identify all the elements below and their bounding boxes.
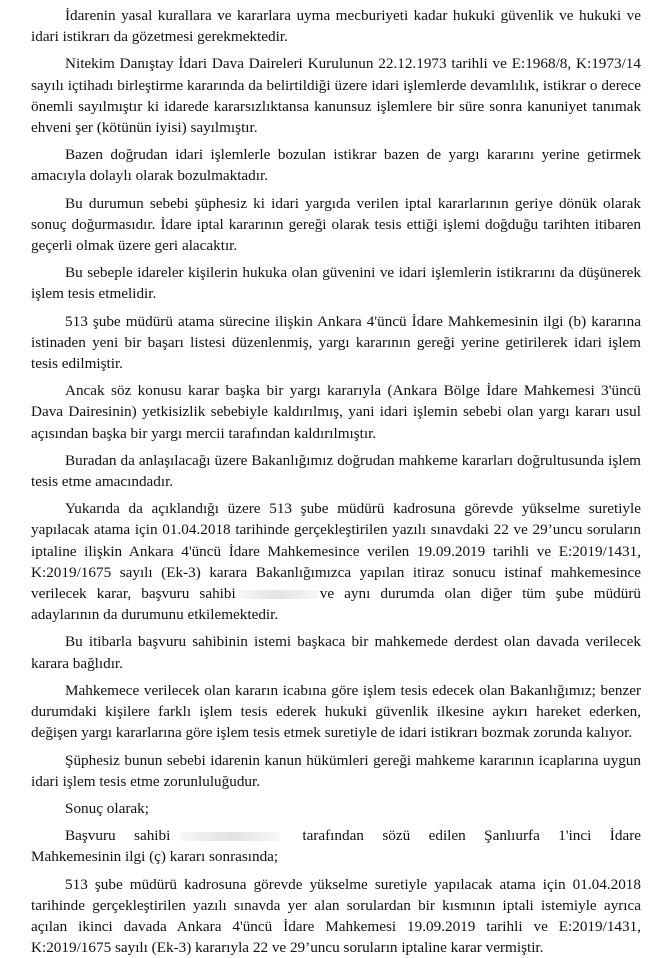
paragraph-11: Mahkemece verilecek olan kararın icabına göre işlem tesis edecek olan Bakanlığımız; benzer durumdaki kişilere farklı işlem tesis ederek hukuki güvenlik ilkesine aykırı hareket ederken, değişen yargı kararlarına göre işlem tesis etmek suretiyle de idari istikrarı bozmak zorunda kalıyor. <box>31 681 641 742</box>
paragraph-2: Nitekim Danıştay İdari Dava Daireleri Kurulunun 22.12.1973 tarihli ve E:1968/8, K:1973/14 sayılı içtihadı birleştirme kararında da belirtildiği üzere idari işlemlerde devamlılık, istikrar o derece önemli sayılmıştır ki idarede kararsızlıktansa kanunsuz işlemlere bir süre sonra kanuniyet tanımak ehveni şer (kötünün iyisi) sayılmıştır. <box>31 55 641 137</box>
redacted-name <box>180 832 280 841</box>
paragraph-15: 513 şube müdürü kadrosuna görevde yükselme suretiyle yapılacak atama için 01.04.2018 tarihinde gerçekleştirilen yazılı sınavda yer alan sorulardan bir kısmının iptali istemiyle ayrıca açılan ikinci davada Ankara 4'üncü İdare Mahkemesi 19.09.2019 tarihli ve E:2019/1431, K:2019/1675 sayılı (Ek-3) kararıyla 22 ve 29’uncu soruların iptaline karar vermiştir. <box>31 875 641 957</box>
paragraph-8: Buradan da anlaşılacağı üzere Bakanlığımız doğrudan mahkeme kararları doğrultusunda işlem tesis etme amacındadır. <box>31 451 641 491</box>
paragraph-4: Bu durumun sebebi şüphesiz ki idari yargıda verilen iptal kararlarının geriye dönük olarak sonuç doğurmasıdır. İdare iptal kararının gereği olarak tesis ettiği işlemi doğduğu tarihten itibaren geçerli olmak üzere geri alacaktır. <box>31 194 641 255</box>
paragraph-14-text-after: tarafından sözü edilen Şanlıurfa 1'inci İdare Mahkemesinin ilgi (ç) kararı sonrasında; <box>31 827 641 866</box>
paragraph-10: Bu itibarla başvuru sahibinin istemi başkaca bir mahkemede derdest olan davada verilecek karara bağlıdır. <box>31 633 641 672</box>
paragraph-13: Sonuç olarak; <box>65 799 149 817</box>
paragraph-9-text-before: Yukarıda da açıklandığı üzere 513 şube müdürü kadrosuna görevde yükselme suretiyle yapılacak atama için 01.04.2018 tarihinde gerçekleştirilen yazılı sınavdaki 22 ve 29’uncu soruların iptaline ilişkin Ankara 4'üncü İdare Mahkemesince verilen 19.09.2019 tarihli ve E:2019/1431, K:2019/1675 sayılı (Ek-3) karara Bakanlığımızca yapılan itiraz sonucu istinaf mahkemesince verilecek karar, başvuru sahibi <box>31 500 641 603</box>
paragraph-1: İdarenin yasal kurallara ve kararlara uyma mecburiyeti kadar hukuki güvenlik ve hukuki ve idari istikrarı da gözetmesi gerekmektedir. <box>31 7 641 46</box>
paragraph-7: Ancak söz konusu karar başka bir yargı kararıyla (Ankara Bölge İdare Mahkemesi 3'üncü Dava Dairesinin) yetkisizlik sebebiyle kaldırılmış, yani idari işlemin sebebi olan yargı kararı usul açısından başka bir yargı mercii tarafından kaldırılmıştır. <box>31 382 641 442</box>
paragraph-5: Bu sebeple idareler kişilerin hukuka olan güvenini ve idari işlemlerin istikrarını da düşünerek işlem tesis etmelidir. <box>31 264 641 303</box>
paragraph-9 <box>31 498 641 625</box>
paragraph-3: Bazen doğrudan idari işlemlerle bozulan istikrar bazen de yargı kararını yerine getirmek amacıyla dolaylı olarak bozulmaktadır. <box>31 146 641 185</box>
paragraph-14-text-before: Başvuru sahibi <box>65 827 171 845</box>
paragraph-9-text-after: ve aynı durumda olan diğer tüm şube müdürü adaylarının da durumunu etkilemektedir. <box>31 585 641 624</box>
paragraph-12: Şüphesiz bunun sebebi idarenin kanun hükümleri gereği mahkeme kararının icaplarına uygun idari işlem tesis etme zorunluluğudur. <box>31 751 641 790</box>
redacted-name <box>238 590 318 599</box>
paragraph-14 <box>31 825 641 867</box>
paragraph-6: 513 şube müdürü atama sürecine ilişkin Ankara 4'üncü İdare Mahkemesinin ilgi (b) kararına istinaden yeni bir başarı listesi düzenlenmiş, yargı kararının gereği yerine getirilerek idari işlem tesis edilmiştir. <box>31 312 641 373</box>
